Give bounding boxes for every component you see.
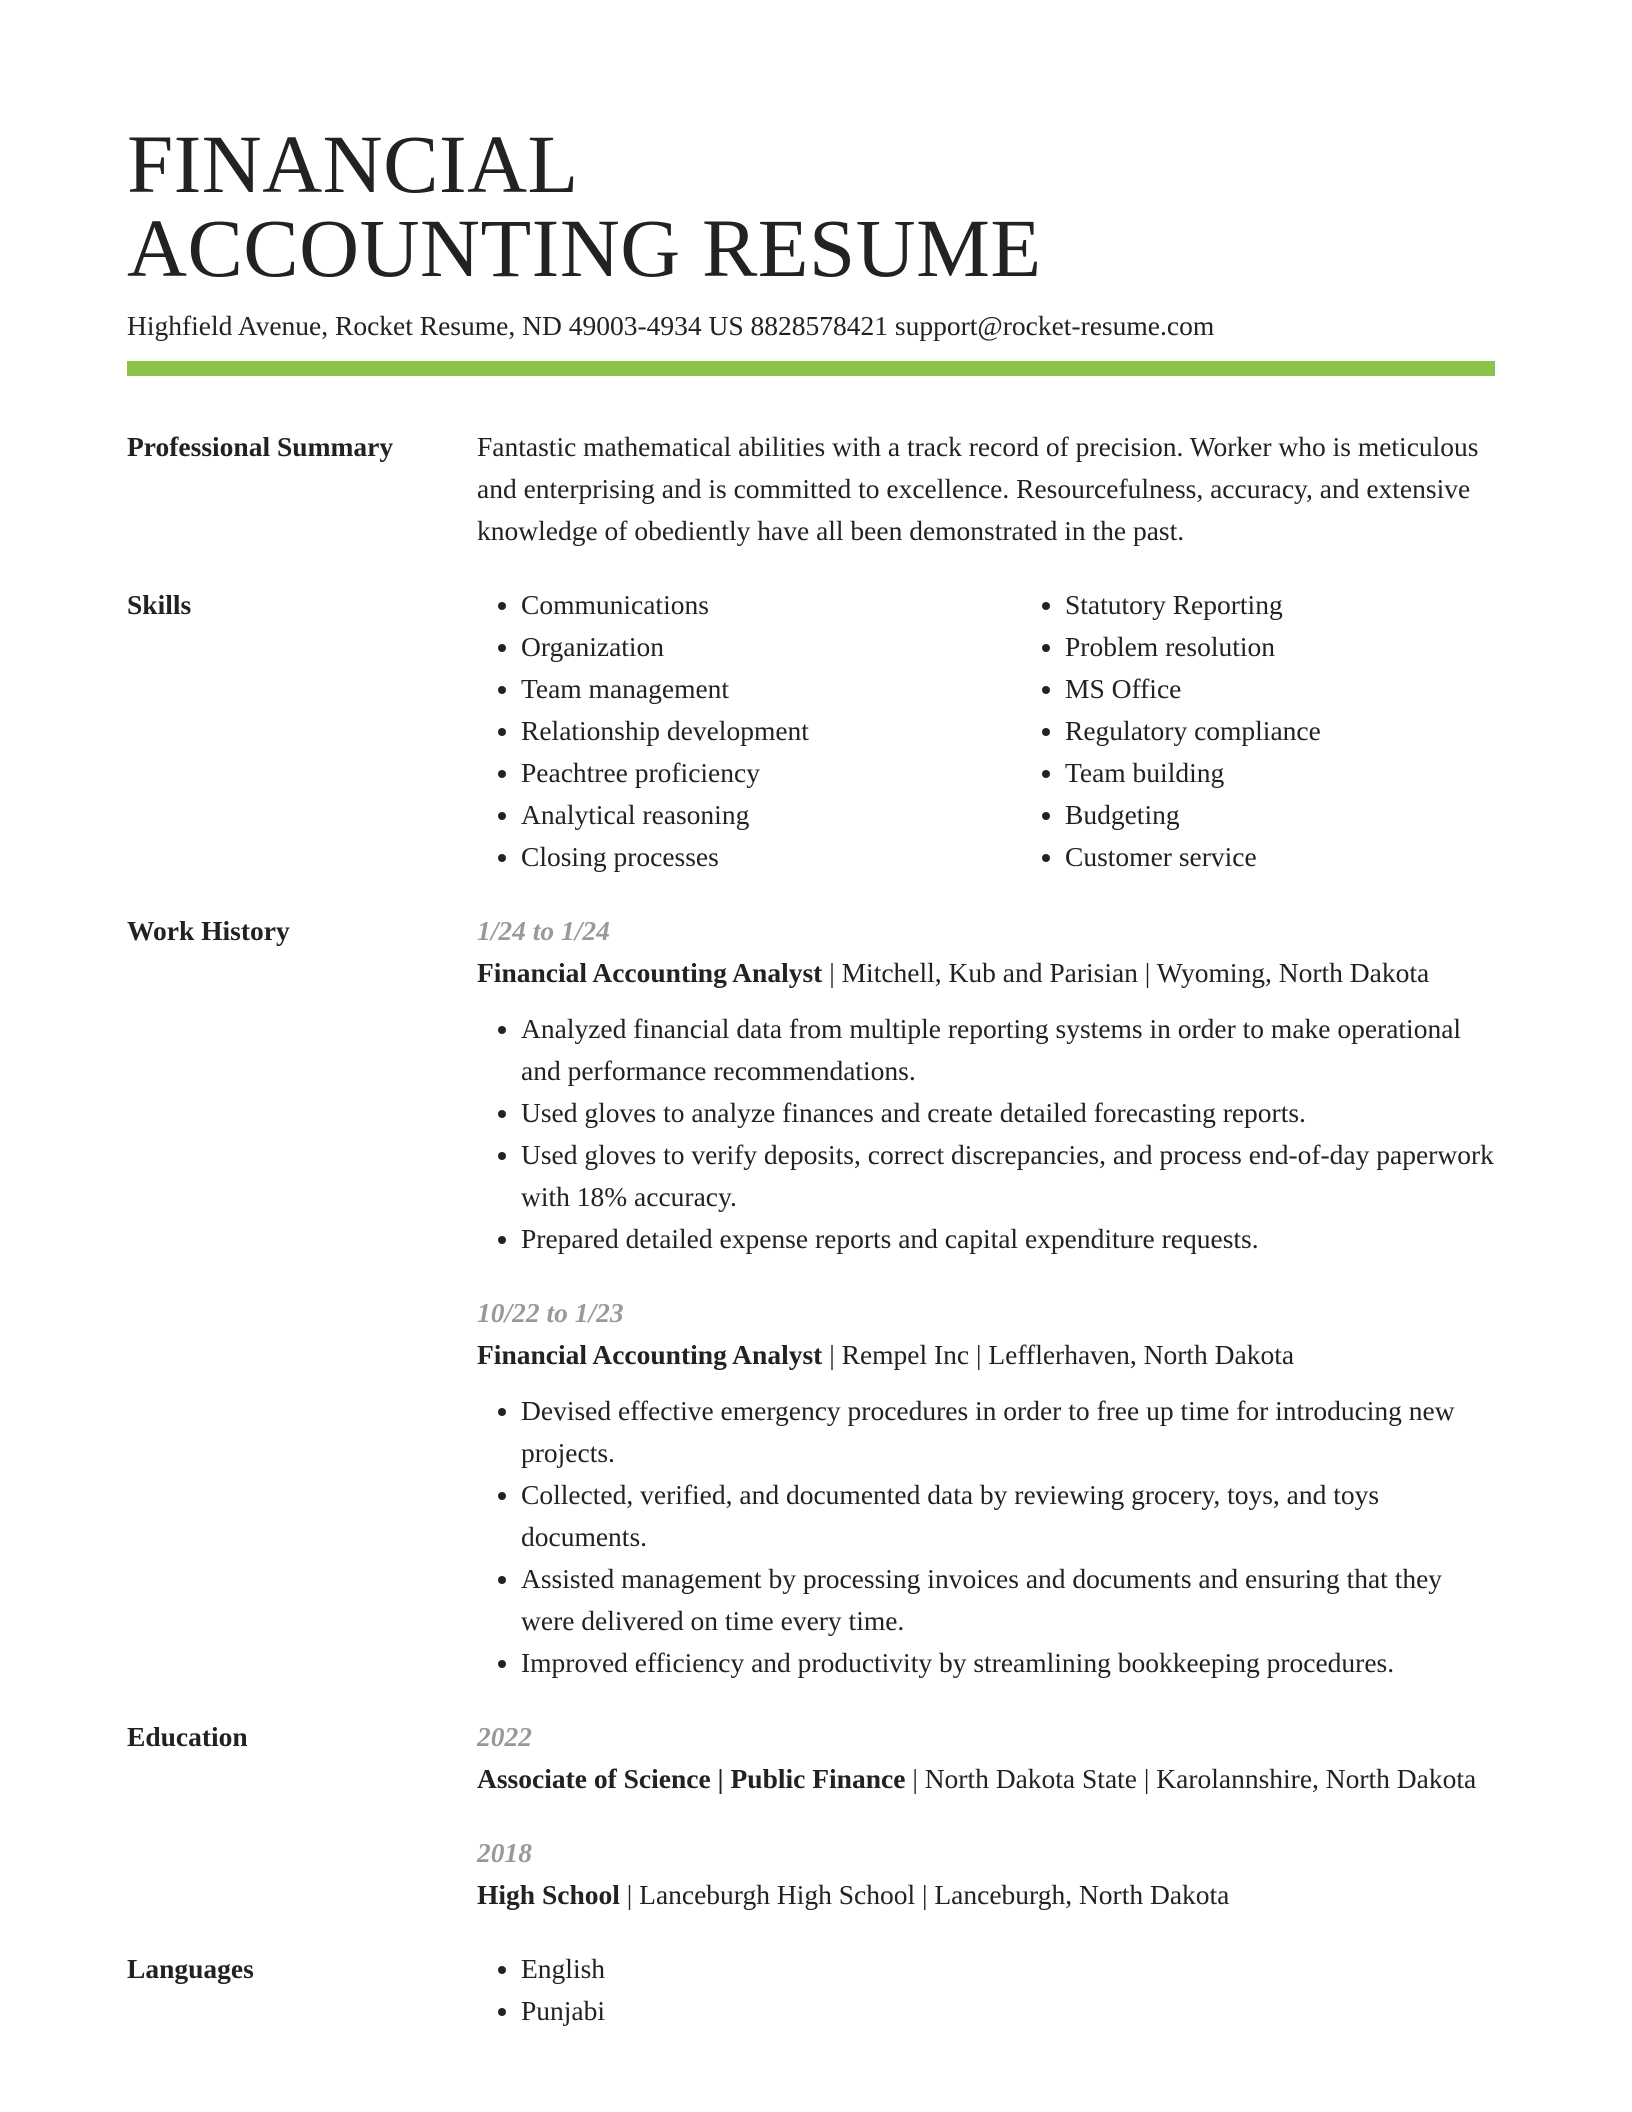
section-education xyxy=(127,1716,1495,1916)
skills-list-left xyxy=(477,584,1021,878)
employer-location: | Rempel Inc | Lefflerhaven, North Dakota xyxy=(822,1339,1295,1370)
skill-item: • Statutory Reporting xyxy=(1065,584,1565,626)
work-entry-date: 10/22 to 1/23 xyxy=(477,1297,624,1328)
work-entry-heading xyxy=(477,952,1495,994)
skills-columns xyxy=(477,584,1565,878)
skills-body xyxy=(477,584,1565,878)
work-bullet: • Assisted management by processing invoices and documents and ensuring that they were delivered on time every time. xyxy=(521,1558,1495,1642)
job-title: Financial Accounting Analyst xyxy=(477,1339,823,1370)
work-bullet: • Collected, verified, and documented data by reviewing grocery, toys, and toys documents. xyxy=(521,1474,1495,1558)
work-entry xyxy=(477,1292,1495,1684)
languages-list xyxy=(477,1948,1495,2032)
skill-item: • Team management xyxy=(521,668,1021,710)
skill-item: • Customer service xyxy=(1065,836,1565,878)
education-date: 2018 xyxy=(477,1837,532,1868)
resume-page xyxy=(127,0,1495,2032)
resume-title xyxy=(127,0,1495,294)
skill-item: • Relationship development xyxy=(521,710,1021,752)
skill-item: • Peachtree proficiency xyxy=(521,752,1021,794)
title-line-1: FINANCIAL xyxy=(127,118,579,210)
degree: High School xyxy=(477,1879,620,1910)
section-label-skills: Skills xyxy=(127,589,192,620)
languages-body xyxy=(477,1948,1495,2032)
work-bullet: • Prepared detailed expense reports and capital expenditure requests. xyxy=(521,1218,1495,1260)
section-languages xyxy=(127,1948,1495,2032)
employer-location: | Mitchell, Kub and Parisian | Wyoming, North Dakota xyxy=(822,957,1430,988)
skill-item: • Communications xyxy=(521,584,1021,626)
skill-item: • Organization xyxy=(521,626,1021,668)
education-heading xyxy=(477,1874,1495,1916)
work-entry-heading xyxy=(477,1334,1495,1376)
skill-item: • MS Office xyxy=(1065,668,1565,710)
title-line-2: ACCOUNTING RESUME xyxy=(127,202,1042,294)
work-bullet: • Improved efficiency and productivity by streamlining bookkeeping procedures. xyxy=(521,1642,1495,1684)
contact-line: Highfield Avenue, Rocket Resume, ND 49003-4934 US 8828578421 support@rocket-resume.com xyxy=(127,310,1215,341)
skills-list-right xyxy=(1021,584,1565,878)
skill-item: • Team building xyxy=(1065,752,1565,794)
skill-item: • Budgeting xyxy=(1065,794,1565,836)
section-skills xyxy=(127,584,1495,878)
section-label-education: Education xyxy=(127,1721,248,1752)
accent-divider xyxy=(127,361,1495,376)
summary-text: Fantastic mathematical abilities with a track record of precision. Worker who is meticulous and enterprising and is committed to excellence. Resourcefulness, accuracy, and extensive knowledge of obediently have all been demonstrated in the past. xyxy=(477,431,1479,546)
section-label-summary: Professional Summary xyxy=(127,431,394,462)
work-entry-bullets xyxy=(477,1008,1495,1260)
education-body xyxy=(477,1716,1495,1916)
education-heading xyxy=(477,1758,1495,1800)
degree: Associate of Science | Public Finance xyxy=(477,1763,906,1794)
work-bullet: • Analyzed financial data from multiple reporting systems in order to make operational and performance recommendations. xyxy=(521,1008,1495,1092)
section-work-history xyxy=(127,910,1495,1684)
school-location: | North Dakota State | Karolannshire, North Dakota xyxy=(905,1763,1477,1794)
job-title: Financial Accounting Analyst xyxy=(477,957,823,988)
skill-item: • Closing processes xyxy=(521,836,1021,878)
skill-item: • Problem resolution xyxy=(1065,626,1565,668)
language-item: • Punjabi xyxy=(521,1990,1495,2032)
skill-item: • Analytical reasoning xyxy=(521,794,1021,836)
work-body xyxy=(477,910,1495,1684)
summary-body xyxy=(477,426,1495,552)
work-bullet: • Used gloves to verify deposits, correct discrepancies, and process end-of-day paperwork with 18% accuracy. xyxy=(521,1134,1495,1218)
section-label-work: Work History xyxy=(127,915,290,946)
work-bullet: • Used gloves to analyze finances and create detailed forecasting reports. xyxy=(521,1092,1495,1134)
skill-item: • Regulatory compliance xyxy=(1065,710,1565,752)
language-item: • English xyxy=(521,1948,1495,1990)
work-entry-bullets xyxy=(477,1390,1495,1684)
work-entry-date: 1/24 to 1/24 xyxy=(477,915,610,946)
education-entry xyxy=(477,1832,1495,1916)
section-label-languages: Languages xyxy=(127,1953,254,1984)
education-entry xyxy=(477,1716,1495,1800)
education-date: 2022 xyxy=(477,1721,532,1752)
school-location: | Lanceburgh High School | Lanceburgh, North Dakota xyxy=(619,1879,1230,1910)
section-professional-summary xyxy=(127,426,1495,552)
work-bullet: • Devised effective emergency procedures in order to free up time for introducing new projects. xyxy=(521,1390,1495,1474)
work-entry xyxy=(477,910,1495,1260)
